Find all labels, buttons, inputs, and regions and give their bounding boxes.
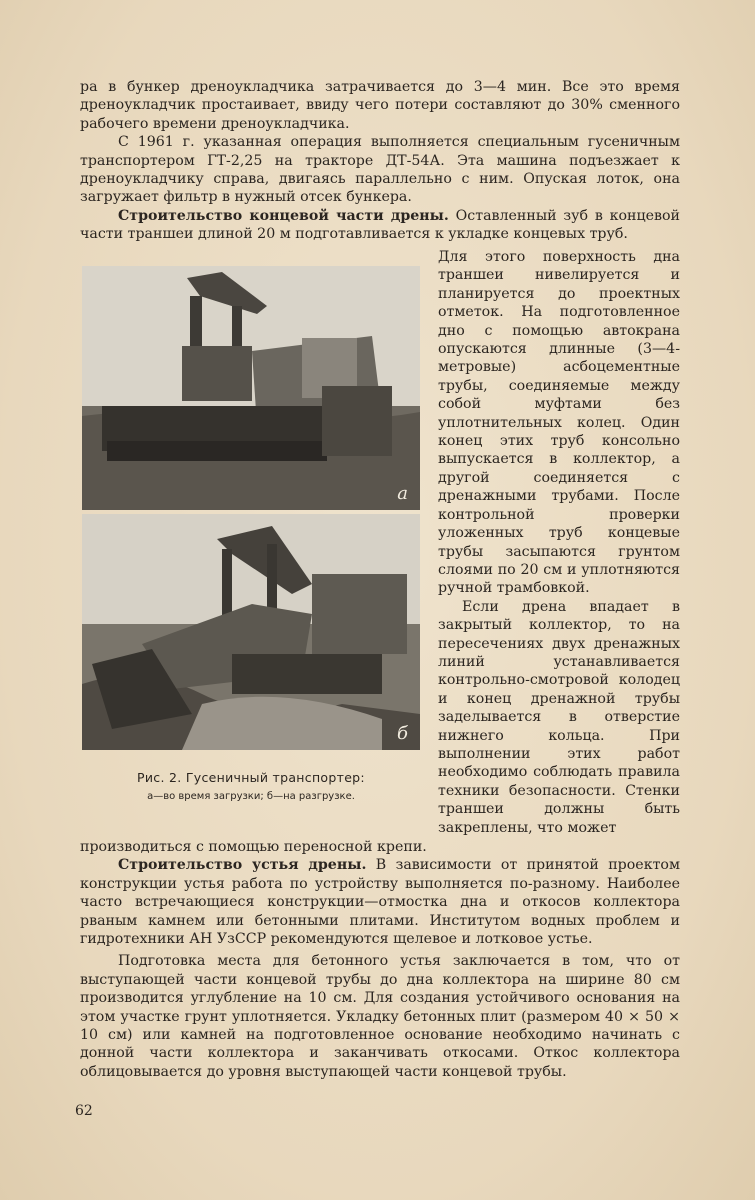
- paragraph: С 1961 г. указанная операция выполняется специальным гусеничным транспортером ГТ-2,25 на тракторе ДТ-54А. Эта машина подъезжает к дреноукладчику справа, двигаясь параллельно с ним. Опуская лоток, она загружает фильтр в нужный отсек бункера.: [80, 134, 680, 206]
- bottom-text-block: [80, 838, 680, 1081]
- paragraph: [80, 207, 680, 244]
- page-number: 62: [75, 1103, 93, 1119]
- paragraph: производиться с помощью переносной крепи.: [80, 839, 427, 855]
- figure-caption: [82, 770, 420, 802]
- section-heading: Строительство устья дрены.: [118, 857, 367, 874]
- paragraph-text: В зависимости от принятой проектом конструкции устья работа по устройству выполняется по-разному. Наиболее часто встречающиеся конструкции—отмостка дна и откосов коллектора рваным камнем или бетонными плитами. Институтом водных проблем и гидротехники АН УзССР рекомендуются щелевое и лотковое устье.: [80, 857, 680, 948]
- photo-a-label: а: [397, 483, 408, 504]
- paragraph-text: Оставленный зуб в концевой части траншеи длиной 20 м подготавливается к укладке концевых труб.: [80, 207, 680, 243]
- photo-b: [82, 514, 420, 750]
- paragraph: Если дрена впадает в закрытый коллектор, то на пересечениях двух дренажных линий устанавливается контрольно-смотровой колодец и конец дренажной трубы заделывается в отверстие нижнего кольца. При выполнении этих работ необходимо соблюдать правила техники безопасности. Стенки траншеи должны быть закреплены, что может: [438, 598, 680, 836]
- paragraph: Подготовка места для бетонного устья заключается в том, что от выступающей части концевой трубы до дна коллектора на ширине 80 см производится углубление на 10 см. Для создания устойчивого основания на этом участке грунт уплотняется. Укладку бетонных плит (размером 40 × 50 × 10 см) или камней на подготовленное основание необходимо начинать с донной части коллектора и заканчивать откосами. Откос коллектора облицовывается до уровня выступающей части концевой трубы.: [80, 953, 680, 1080]
- caption-main: Рис. 2. Гусеничный транспортер:: [137, 770, 365, 785]
- photo-a-drawing: [82, 266, 420, 510]
- paragraph: [80, 856, 680, 948]
- photo-a: [82, 266, 420, 510]
- section-heading: Строительство концевой части дрены.: [118, 207, 449, 224]
- photo-b-drawing: [82, 514, 420, 750]
- side-column-text: [438, 248, 680, 837]
- photo-b-label: б: [397, 723, 408, 744]
- paragraph: ра в бункер дреноукладчика затрачивается до 3—4 мин. Все это время дреноукладчик простаивает, ввиду чего потери составляют до 30% сменного рабочего времени дреноукладчика.: [80, 79, 680, 132]
- paragraph: Для этого поверхность дна траншеи нивелируется и планируется до проектных отметок. На подготовленное дно с помощью автокрана опускаются длинные (3—4-метровые) асбоцементные трубы, соединяемые между собой муфтами без уплотнительных колец. Один конец этих труб консольно выпускается в коллектор, а другой соединяется с дренажными трубами. После контрольной проверки уложенных труб концевые трубы засыпаются грунтом слоями по 20 см и уплотняются ручной трамбовкой.: [438, 249, 680, 597]
- top-text-block: [80, 78, 680, 244]
- caption-sub: а—во время загрузки; б—на разгрузке.: [147, 791, 355, 802]
